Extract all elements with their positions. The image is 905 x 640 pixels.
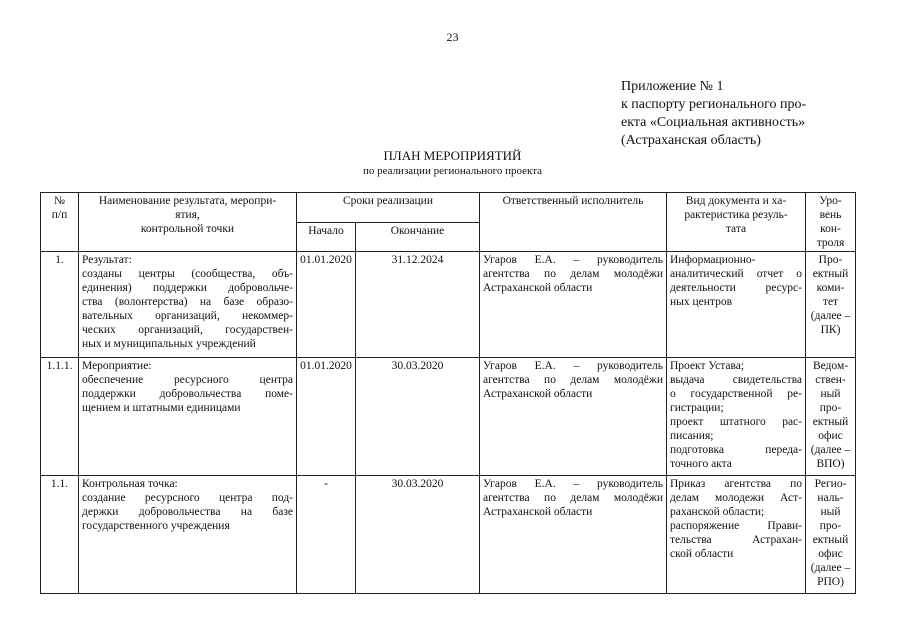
row-start: 01.01.2020 [297,358,356,476]
header-name: Наименование результата, меропри- ятия, контрольной точки [79,193,297,252]
plan-table [40,192,856,594]
appendix-line: Приложение № 1 [621,79,724,94]
appendix-line: екта «Социальная активность» [621,115,806,130]
page-number: 23 [446,30,459,44]
appendix-block [621,78,806,150]
header-end: Окончание [356,222,480,252]
table-row [41,358,856,476]
row-name: Результат: созданы центры (сообщества, объ- единения) поддержки добровольче- ства (волонтерства) на базе образо- вательных организаций, некоммер- ческих организаций, государствен- ных и муниципальных учреждений [79,252,297,358]
table-row [41,252,856,358]
row-doc: Проект Устава; выдача свидетельства о государственной ре- гистрации; проект штатного рас- писания; подготовка переда- точного акта [667,358,806,476]
row-start: 01.01.2020 [297,252,356,358]
appendix-line: (Астраханская область) [621,133,761,148]
plan-title: ПЛАН МЕРОПРИЯТИЙ [383,148,522,163]
header-num: № п/п [41,193,79,252]
row-level: Регио- наль- ный про- ектный офис (далее – РПО) [806,476,856,594]
header-level: Уро- вень кон- троля [806,193,856,252]
row-level: Ведом- ствен- ный про- ектный офис (далее – ВПО) [806,358,856,476]
row-end: 30.03.2020 [356,358,480,476]
header-start: Начало [297,222,356,252]
header-doc: Вид документа и ха- рактеристика резуль- тата [667,193,806,252]
row-level: Про- ектный коми- тет (далее – ПК) [806,252,856,358]
row-end: 31.12.2024 [356,252,480,358]
row-name: Мероприятие: обеспечение ресурсного центра поддержки добровольчества поме- щением и штатными единицами [79,358,297,476]
row-executor: Угаров Е.А. – руководитель агентства по делам молодёжи Астраханской области [480,476,667,594]
row-doc: Приказ агентства по делам молодежи Аст- раханской области; распоряжение Прави- тельства Астрахан- ской области [667,476,806,594]
row-num: 1. [41,252,79,358]
plan-subtitle: по реализации регионального проекта [362,165,543,177]
row-start: - [297,476,356,594]
row-executor: Угаров Е.А. – руководитель агентства по делам молодёжи Астраханской области [480,358,667,476]
row-doc: Информационно- аналитический отчет о деятельности ресурс- ных центров [667,252,806,358]
row-end: 30.03.2020 [356,476,480,594]
appendix-line: к паспорту регионального про- [621,97,807,112]
row-executor: Угаров Е.А. – руководитель агентства по делам молодёжи Астраханской области [480,252,667,358]
row-num: 1.1. [41,476,79,594]
header-terms: Сроки реализации [297,193,480,223]
row-num: 1.1.1. [41,358,79,476]
table-row [41,476,856,594]
row-name: Контрольная точка: создание ресурсного центра под- держки добровольчества на базе государственного учреждения [79,476,297,594]
header-executor: Ответственный исполнитель [480,193,667,252]
